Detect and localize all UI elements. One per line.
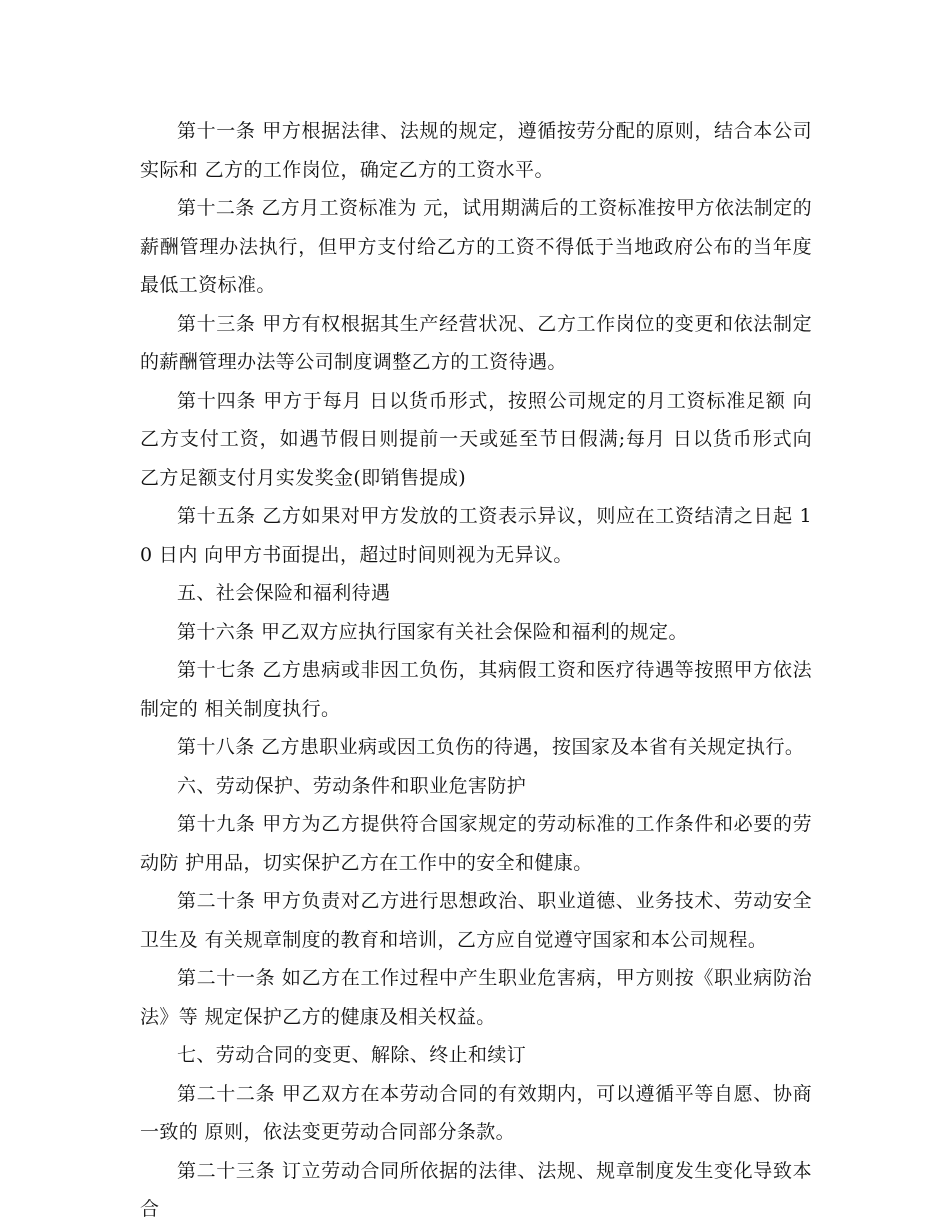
article-16: 第十六条 甲乙双方应执行国家有关社会保险和福利的规定。: [177, 620, 688, 643]
article-14: 第十四条 甲方于每月 日以货币形式，按照公司规定的月工资标准足额 向乙方支付工资，如遇节假日则提前一天或延至节日假满;每月 日以货币形式向乙方足额支付月实发奖金(即销售提成): [140, 389, 812, 489]
article-18: 第十八条 乙方患职业病或因工负伤的待遇，按国家及本省有关规定执行。: [177, 736, 805, 758]
section-heading-labor-protection: 六、劳动保护、劳动条件和职业危害防护: [177, 774, 527, 797]
article-22: 第二十二条 甲乙双方在本劳动合同的有效期内，可以遵循平等自愿、协商一致的 原则，依法变更劳动合同部分条款。: [140, 1082, 812, 1143]
article-20: 第二十条 甲方负责对乙方进行思想政治、职业道德、业务技术、劳动安全卫生及 有关规章制度的教育和培训，乙方应自觉遵守国家和本公司规程。: [140, 890, 812, 951]
article-13: 第十三条 甲方有权根据其生产经营状况、乙方工作岗位的变更和依法制定的薪酬管理办法等公司制度调整乙方的工资待遇。: [140, 312, 812, 373]
article-17: 第十七条 乙方患病或非因工负伤，其病假工资和医疗待遇等按照甲方依法制定的 相关制度执行。: [140, 659, 812, 720]
article-21: 第二十一条 如乙方在工作过程中产生职业危害病，甲方则按《职业病防治法》等 规定保护乙方的健康及相关权益。: [140, 967, 812, 1028]
article-19: 第十九条 甲方为乙方提供符合国家规定的劳动标准的工作条件和必要的劳动防 护用品，切实保护乙方在工作中的安全和健康。: [140, 813, 812, 874]
section-heading-social-insurance: 五、社会保险和福利待遇: [177, 582, 391, 604]
article-11: 第十一条 甲方根据法律、法规的规定，遵循按劳分配的原则，结合本公司实际和 乙方的工作岗位，确定乙方的工资水平。: [140, 120, 812, 181]
section-heading-contract-changes: 七、劳动合同的变更、解除、终止和续订: [177, 1044, 527, 1066]
document-body: [140, 112, 812, 1229]
article-23: 第二十三条 订立劳动合同所依据的法律、法规、规章制度发生变化导致本合: [140, 1159, 812, 1220]
article-15: 第十五条 乙方如果对甲方发放的工资表示异议，则应在工资结清之日起 10 日内 向甲方书面提出，超过时间则视为无异议。: [140, 505, 812, 566]
article-12: 第十二条 乙方月工资标准为 元，试用期满后的工资标准按甲方依法制定的薪酬管理办法执行，但甲方支付给乙方的工资不得低于当地政府公布的当年度最低工资标准。: [140, 197, 812, 296]
